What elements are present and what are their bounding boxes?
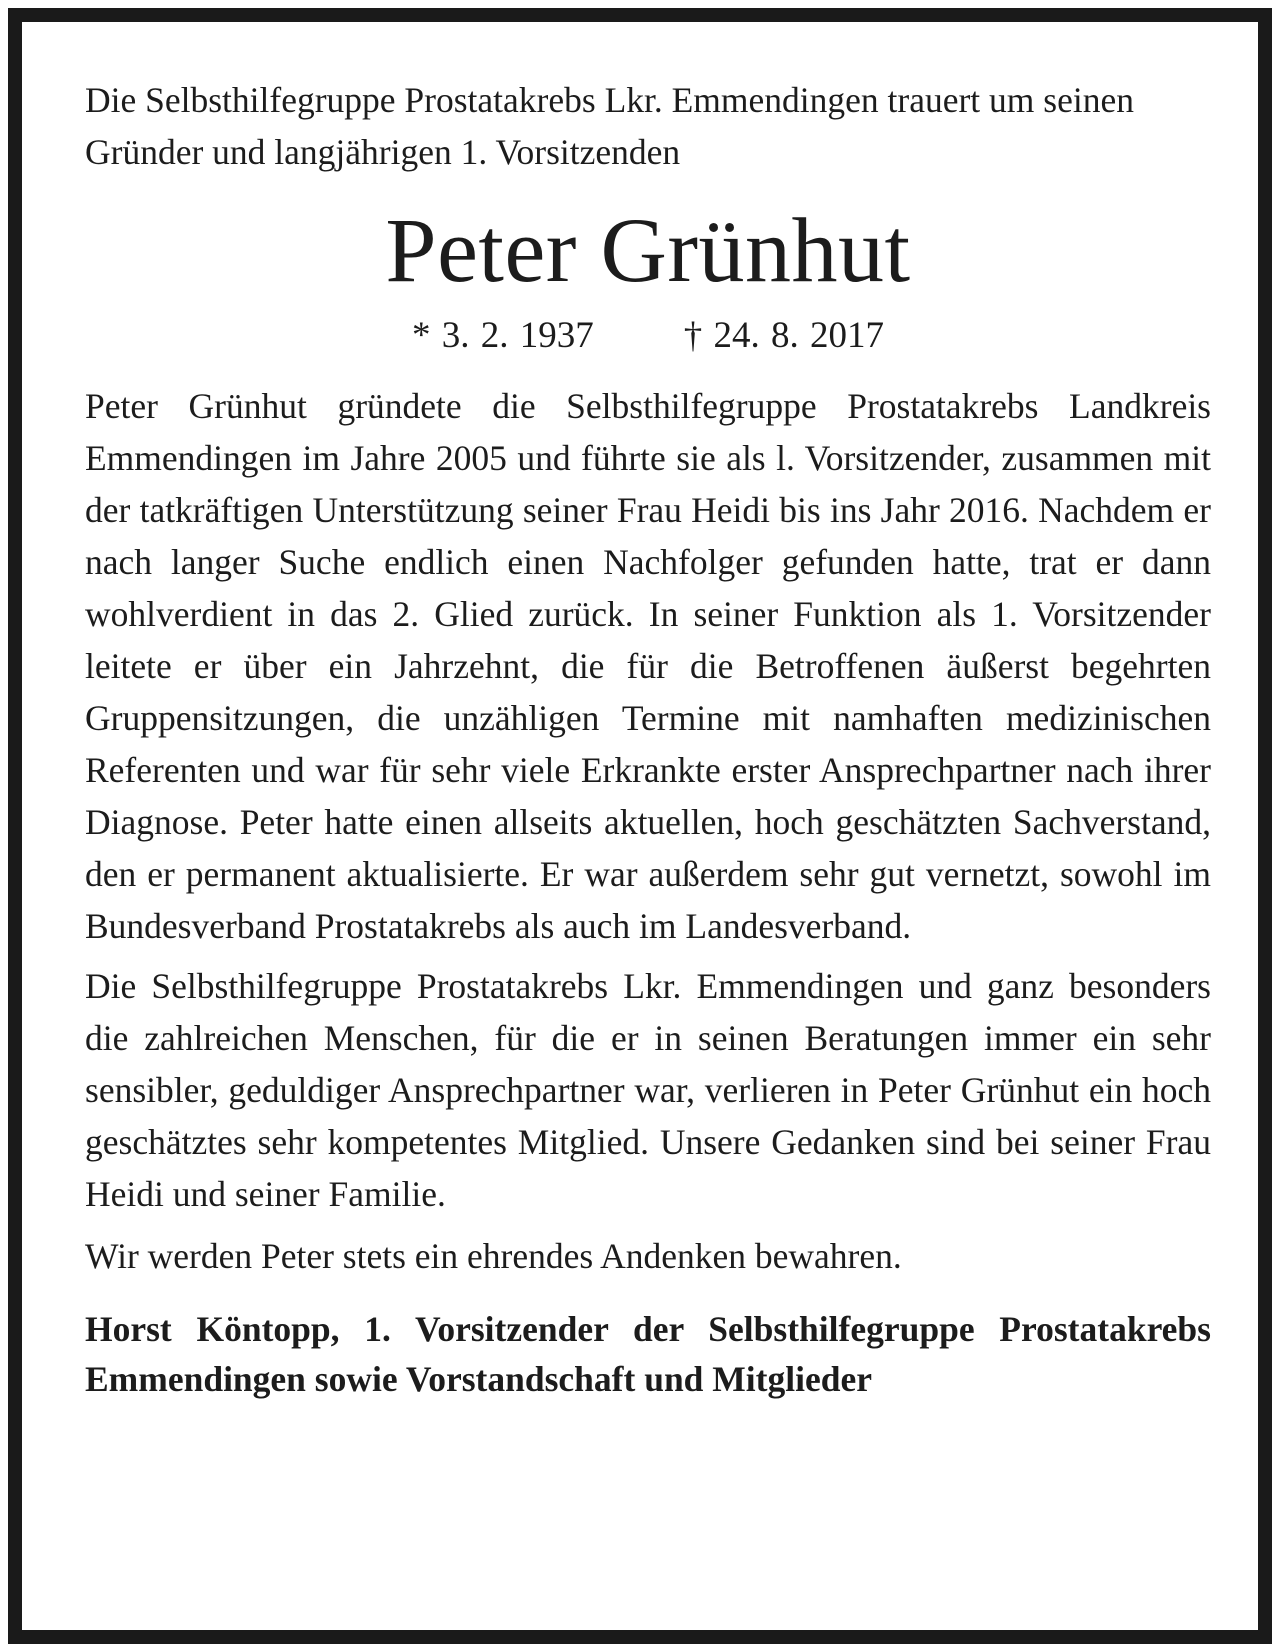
- birth-date: * 3. 2. 1937: [412, 315, 594, 356]
- closing-line: Wir werden Peter stets ein ehrendes Andenken bewahren.: [85, 1236, 902, 1276]
- deceased-name: Peter Grünhut: [385, 199, 911, 301]
- life-dates: [85, 312, 1211, 360]
- tribute-paragraph-2: Die Selbsthilfegruppe Prostatakrebs Lkr. Emmendingen und ganz besonders die zahlreichen Menschen, für die er in seinen Beratungen immer ein sehr sensibler, geduldiger Ansprechpartner war, verlieren in Peter Grünhut ein hoch geschätztes sehr kompetentes Mitglied. Unsere Gedanken sind bei seiner Frau Heidi und seiner Familie.: [85, 966, 1211, 1214]
- tribute-paragraph-1: Peter Grünhut gründete die Selbsthilfegruppe Prostatakrebs Landkreis Emmendingen im Jahre 2005 und führte sie als l. Vorsitzender, zusammen mit der tatkräftigen Unterstützung seiner Frau Heidi bis ins Jahr 2016. Nachdem er nach langer Suche endlich einen Nachfolger gefunden hatte, trat er dann wohlverdient in das 2. Glied zurück. In seiner Funktion als 1. Vorsitzender leitete er über ein Jahrzehnt, die für die Betroffenen äußerst begehrten Gruppensitzungen, die unzähligen Termine mit namhaften medizinischen Referenten und war für sehr viele Erkrankte erster Ansprechpartner nach ihrer Diagnose. Peter hatte einen allseits aktuellen, hoch geschätzten Sachverstand, den er permanent aktualisierte. Er war außerdem sehr gut vernetzt, sowohl im Bundesverband Prostatakrebs als auch im Landesverband.: [85, 386, 1211, 946]
- obituary-frame: [8, 8, 1272, 1644]
- signature-block: Horst Köntopp, 1. Vorsitzender der Selbsthilfegruppe Prostatakrebs Emmendingen sowie Vorstandschaft und Mitglieder: [85, 1309, 1211, 1399]
- obituary-content: [85, 74, 1211, 1404]
- intro-text: Die Selbsthilfegruppe Prostatakrebs Lkr. Emmendingen trauert um seinen Gründer und langjährigen 1. Vorsitzenden: [85, 80, 1134, 172]
- death-date: † 24. 8. 2017: [683, 315, 884, 356]
